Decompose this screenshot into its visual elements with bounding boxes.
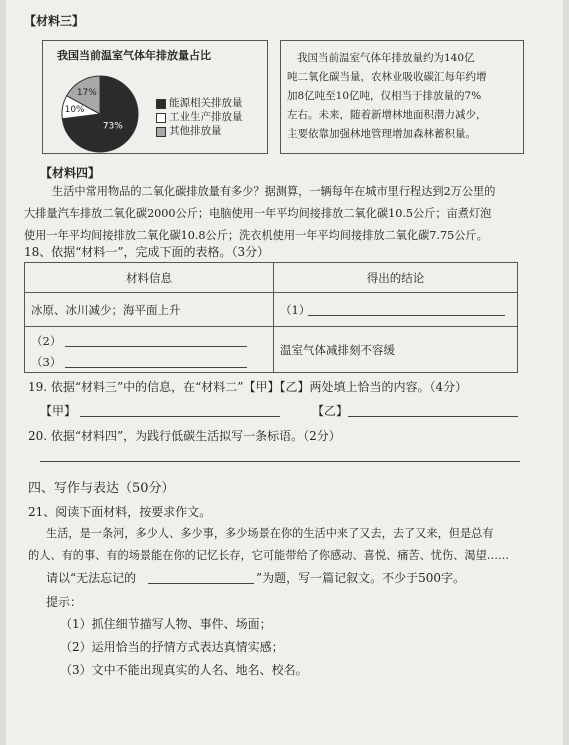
pie-chart	[55, 69, 145, 159]
material4-line: 大排量汽车排放二氧化碳2000公斤；电脑使用一年平均间接排放二氧化碳10.5公斤；亩煮灯泡	[24, 207, 492, 220]
material3-text-box	[280, 40, 524, 154]
question-21: 21、阅读下面材料，按要求作文。	[28, 505, 212, 519]
box-line: 左右。未来，随着新增林地面积潜力减少，	[287, 109, 487, 121]
box-line: 吨二氧化碳当量，农林业吸收碳汇每年约增	[287, 71, 487, 83]
question-19: 19. 依据“材料三”中的信息，在“材料二”【甲】【乙】两处填上恰当的内容。（4分）	[28, 380, 468, 394]
chart-title: 我国当前温室气体年排放量占比	[57, 49, 211, 62]
essay-prompt-end: ”为题，写一篇记叙文。不少于500字。	[256, 571, 466, 585]
q20-answer-line[interactable]	[40, 461, 520, 462]
essay-material-line: 的人、有的事、有的场景能在你的记忆长存，它可能带给了你感动、喜悦、痛苦、忧伤、渴望……	[28, 549, 510, 562]
answer-blank-2[interactable]	[65, 346, 247, 347]
table-header-info: 材料信息	[25, 263, 274, 293]
section-4-title: 四、写作与表达（50分）	[28, 481, 175, 496]
chart-box	[42, 40, 268, 154]
material3-label: 【材料三】	[24, 14, 85, 28]
q19-jia-label: 【甲】	[40, 404, 77, 418]
essay-material-line: 生活，是一条河，多少人、多少事，多少场景在你的生活中来了又去，去了又来，但是总有	[46, 527, 494, 540]
q19-yi-label: 【乙】	[312, 404, 349, 418]
box-line: 我国当前温室气体年排放量约为140亿	[297, 52, 475, 64]
answer-table	[24, 262, 518, 373]
box-line: 加8亿吨至10亿吨，仅相当于排放量的7%	[287, 90, 482, 102]
box-line: 主要依靠加强林地管理增加森林蓄积量。	[287, 128, 476, 140]
q19-jia-blank[interactable]	[80, 416, 280, 417]
tips-label: 提示：	[46, 595, 83, 609]
material4-line: 生活中常用物品的二氧化碳排放量有多少？据测算，一辆每年在城市里行程达到2万公里的	[52, 185, 496, 198]
table-cell-info-1: 冰原、冰川减少；海平面上升	[25, 293, 274, 327]
table-cell-info-2[interactable]	[25, 327, 274, 373]
legend-label-industry: 工业生产排放量	[169, 111, 243, 123]
question-18: 18、依据“材料一”，完成下面的表格。（3分）	[24, 245, 270, 259]
tip-item: （3）文中不能出现真实的人名、地名、校名。	[60, 663, 308, 677]
legend-swatch-energy	[156, 99, 166, 109]
material4-label: 【材料四】	[40, 166, 101, 180]
answer-blank-3[interactable]	[65, 367, 247, 368]
blank-label-3: （3）	[31, 355, 62, 369]
pie-label-energy: 73%	[102, 121, 123, 132]
table-header-conclusion: 得出的结论	[274, 263, 518, 293]
legend-swatch-industry	[156, 113, 166, 123]
pie-label-industry: 10%	[64, 105, 85, 116]
legend-label-energy: 能源相关排放量	[169, 97, 243, 109]
tip-item: （2）运用恰当的抒情方式表达真情实感；	[60, 640, 284, 654]
blank-label-2: （2）	[31, 334, 62, 348]
table-cell-conclusion-1[interactable]	[274, 293, 518, 327]
pie-label-other: 17%	[76, 87, 97, 98]
answer-blank-1[interactable]	[308, 315, 505, 316]
legend-label-other: 其他排放量	[169, 125, 222, 137]
essay-prompt-start: 请以“无法忘记的	[46, 571, 137, 585]
tip-item: （1）抓住细节描写人物、事件、场面；	[60, 617, 272, 631]
blank-label-1: （1）	[280, 302, 311, 317]
legend-swatch-other	[156, 127, 166, 137]
q19-yi-blank[interactable]	[348, 416, 518, 417]
table-cell-conclusion-2: 温室气体减排刻不容缓	[274, 327, 518, 373]
title-blank[interactable]	[148, 583, 254, 584]
question-20: 20. 依据“材料四”，为践行低碳生活拟写一条标语。（2分）	[28, 429, 341, 443]
material4-line: 使用一年平均间接排放二氧化碳10.8公斤；洗衣机使用一年平均间接排放二氧化碳7.75公斤。	[24, 229, 488, 242]
